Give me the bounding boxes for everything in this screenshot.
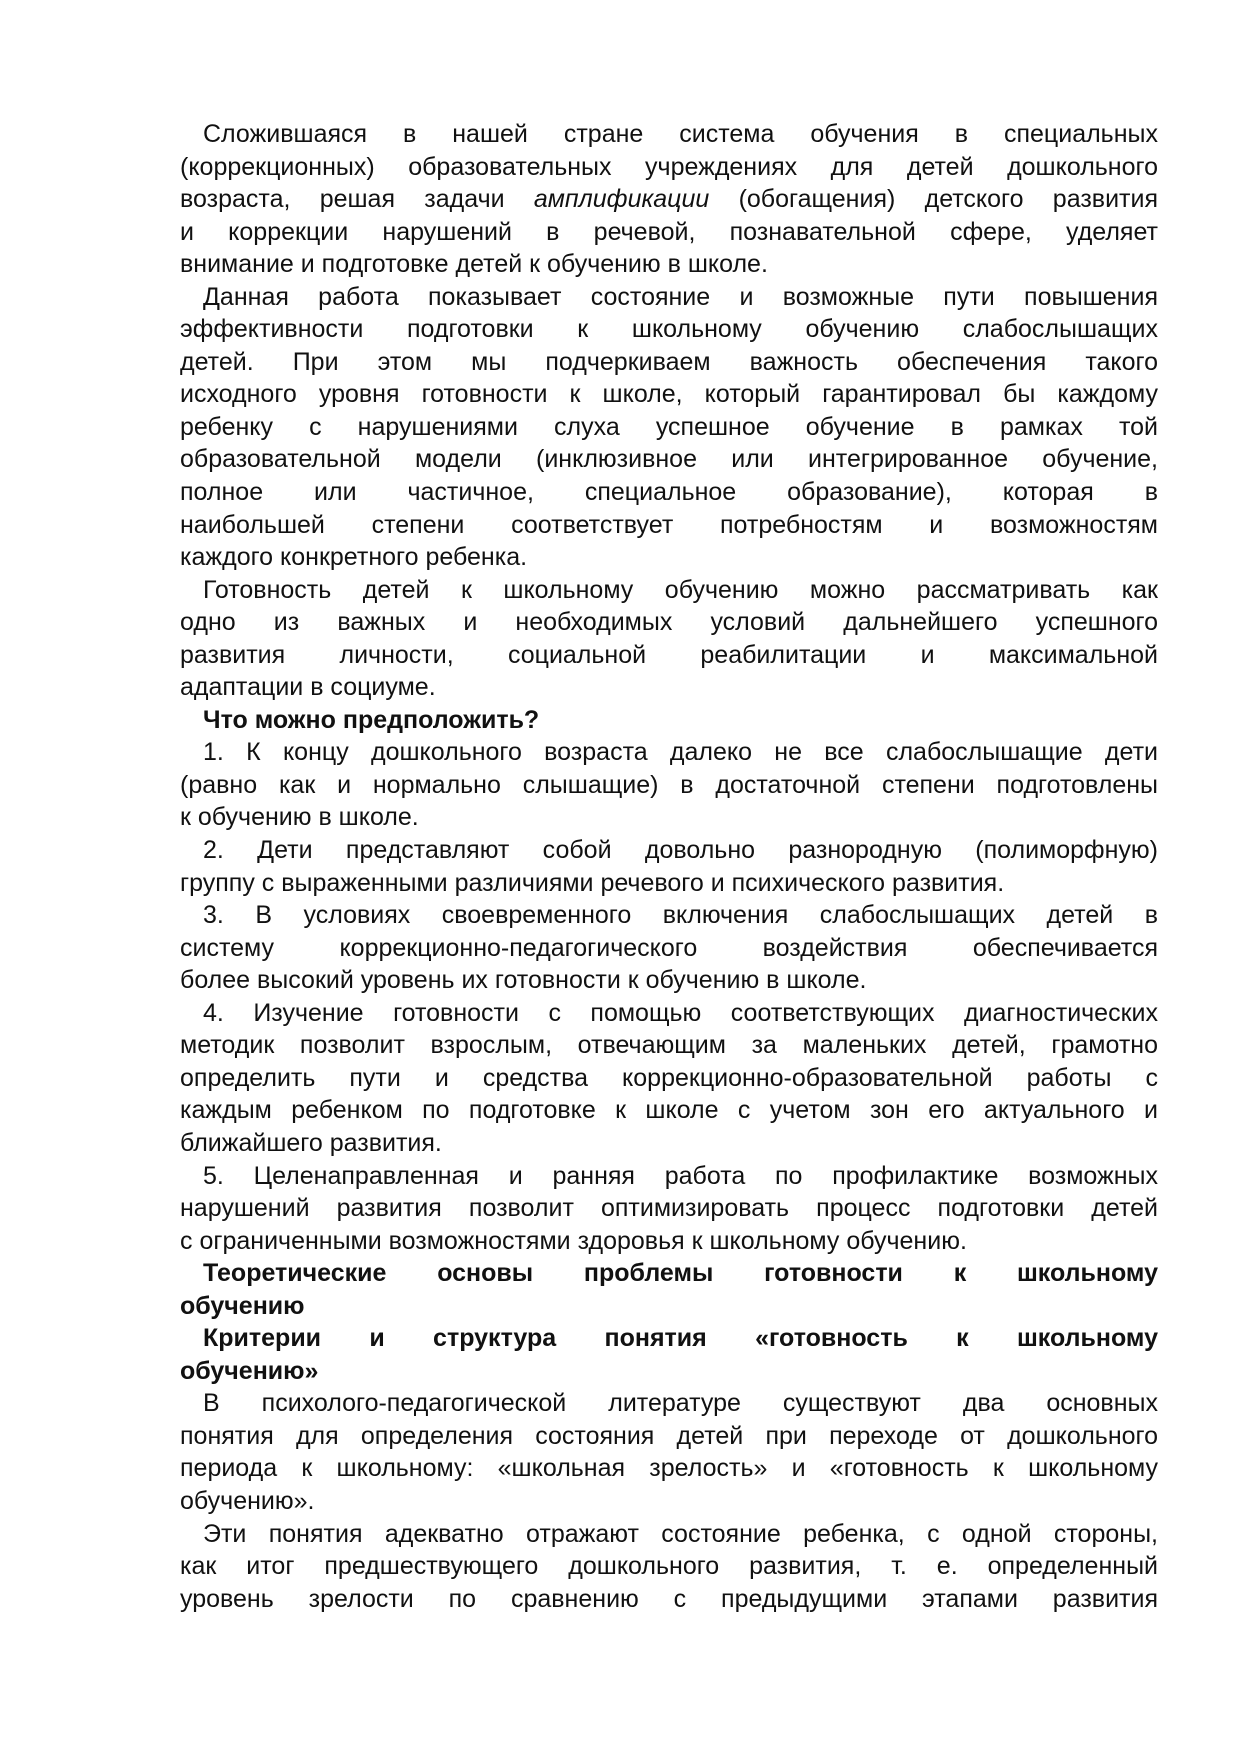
paragraph	[180, 899, 1158, 997]
text-line: внимание и подготовке детей к обучению в школе.	[180, 250, 768, 279]
text-line: 2. Дети представляют собой довольно разнородную (полиморфную)	[203, 836, 1158, 865]
text-line: (равно как и нормально слышащие) в достаточной степени подготовлены	[180, 770, 1158, 799]
text-line: 3. В условиях своевременного включения слабослышащих детей в	[203, 901, 1158, 930]
text-line: каждым ребенком по подготовке к школе с учетом зон его актуального и	[180, 1096, 1158, 1125]
text-line: развития личности, социальной реабилитации и максимальной	[180, 640, 1158, 669]
paragraph	[180, 834, 1158, 899]
text-line: Данная работа показывает состояние и возможные пути повышения	[203, 282, 1158, 311]
text-line: с ограниченными возможностями здоровья к школьному обучению.	[180, 1226, 967, 1255]
text-line: В психолого-педагогической литературе существуют два основных	[203, 1389, 1158, 1418]
text-segment: возраста, решая задачи	[180, 185, 534, 214]
text-line: каждого конкретного ребенка.	[180, 543, 528, 572]
paragraph	[180, 997, 1158, 1160]
text-line: эффективности подготовки к школьному обучению слабослышащих	[180, 315, 1158, 344]
text-line: Сложившаяся в нашей стране система обучения в специальных	[203, 120, 1158, 148]
section-heading	[180, 1257, 1158, 1322]
text-line: образовательной модели (инклюзивное или интегрированное обучение,	[180, 445, 1158, 474]
text-line: Критерии и структура понятия «готовность к школьному	[203, 1324, 1158, 1353]
text-line: исходного уровня готовности к школе, который гарантировал бы каждому	[180, 380, 1158, 409]
text-line: адаптации в социуме.	[180, 673, 436, 702]
text-line: к обучению в школе.	[180, 803, 419, 832]
text-line: периода к школьному: «школьная зрелость» и «готовность к школьному	[180, 1454, 1158, 1483]
text-line: ребенку с нарушениями слуха успешное обучение в рамках той	[180, 412, 1158, 441]
text-line: обучению	[180, 1291, 305, 1320]
text-line: полное или частичное, специальное образование), которая в	[180, 478, 1158, 507]
text-line: одно из важных и необходимых условий дальнейшего успешного	[180, 608, 1158, 637]
section-heading	[180, 704, 1158, 737]
text-line: 4. Изучение готовности с помощью соответствующих диагностических	[203, 998, 1158, 1027]
text-segment: (обогащения) детского развития	[709, 185, 1158, 214]
text-line: определить пути и средства коррекционно-образовательной работы с	[180, 1063, 1158, 1092]
text-line: Эти понятия адекватно отражают состояние ребенка, с одной стороны,	[203, 1519, 1158, 1548]
document-page	[180, 118, 1158, 1615]
text-line: ближайшего развития.	[180, 1128, 442, 1157]
paragraph	[180, 118, 1158, 281]
text-line: уровень зрелости по сравнению с предыдущими этапами развития	[180, 1584, 1158, 1613]
text-line: понятия для определения состояния детей при переходе от дошкольного	[180, 1421, 1158, 1450]
text-line: обучению»	[180, 1356, 319, 1385]
text-line: Готовность детей к школьному обучению можно рассматривать как	[203, 575, 1158, 604]
paragraph	[180, 1387, 1158, 1517]
paragraph	[180, 281, 1158, 574]
paragraph	[180, 736, 1158, 834]
section-heading	[180, 1322, 1158, 1387]
paragraph	[180, 1160, 1158, 1258]
text-line: 1. К концу дошкольного возраста далеко не все слабослышащие дети	[203, 738, 1158, 767]
text-line: (коррекционных) образовательных учреждениях для детей дошкольного	[180, 152, 1158, 181]
text-line: 5. Целенаправленная и ранняя работа по профилактике возможных	[203, 1161, 1158, 1190]
text-line: Теоретические основы проблемы готовности к школьному	[203, 1259, 1158, 1288]
text-line: более высокий уровень их готовности к обучению в школе.	[180, 966, 867, 995]
paragraph	[180, 574, 1158, 704]
text-line: группу с выраженными различиями речевого и психического развития.	[180, 868, 1005, 897]
text-line: обучению».	[180, 1486, 315, 1515]
paragraph	[180, 1518, 1158, 1616]
text-line	[180, 183, 1158, 216]
text-line: как итог предшествующего дошкольного развития, т. е. определенный	[180, 1552, 1158, 1581]
text-line: методик позволит взрослым, отвечающим за маленьких детей, грамотно	[180, 1031, 1158, 1060]
text-line: наибольшей степени соответствует потребностям и возможностям	[180, 510, 1158, 539]
text-line: нарушений развития позволит оптимизировать процесс подготовки детей	[180, 1194, 1158, 1223]
text-line: Что можно предположить?	[203, 705, 540, 734]
emphasized-term: амплификации	[533, 185, 710, 214]
text-line: и коррекции нарушений в речевой, познавательной сфере, уделяет	[180, 217, 1158, 246]
text-line: систему коррекционно-педагогического воздействия обеспечивается	[180, 933, 1158, 962]
text-line: детей. При этом мы подчеркиваем важность обеспечения такого	[180, 347, 1158, 376]
